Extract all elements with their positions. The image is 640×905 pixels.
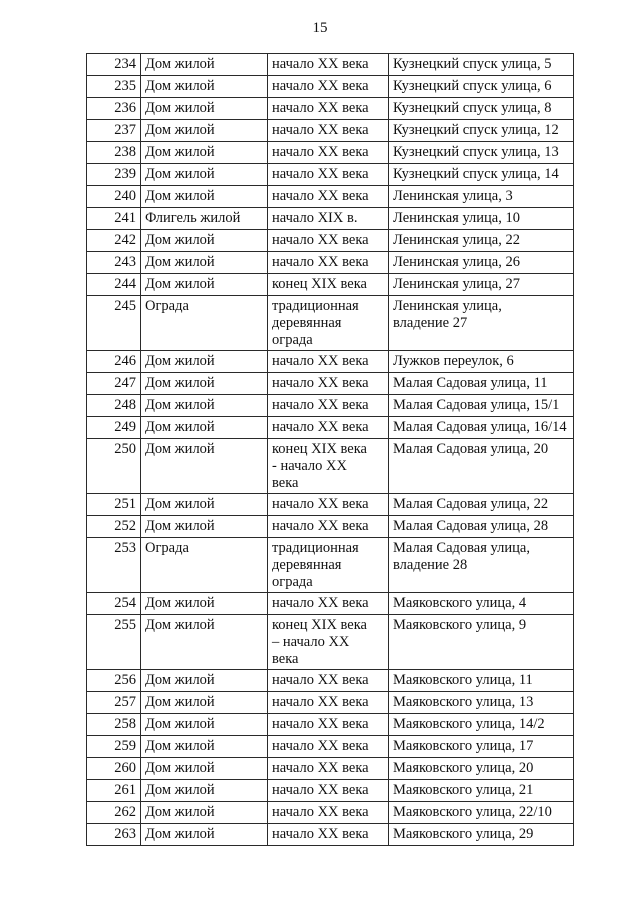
object-type: Дом жилой — [141, 736, 268, 758]
object-address: Маяковского улица, 20 — [389, 758, 574, 780]
row-number: 234 — [87, 54, 141, 76]
object-type: Дом жилой — [141, 593, 268, 615]
object-address: Лужков переулок, 6 — [389, 351, 574, 373]
object-address: Маяковского улица, 22/10 — [389, 802, 574, 824]
object-address: Кузнецкий спуск улица, 5 — [389, 54, 574, 76]
table-row — [87, 802, 574, 824]
object-address — [389, 296, 574, 351]
object-date-line: конец XIX века — [272, 617, 367, 633]
table-row — [87, 373, 574, 395]
object-date: начало XX века — [268, 120, 389, 142]
object-type: Дом жилой — [141, 252, 268, 274]
row-number: 253 — [87, 538, 141, 593]
object-type: Дом жилой — [141, 76, 268, 98]
row-number: 261 — [87, 780, 141, 802]
object-date-line: деревянная — [272, 557, 342, 573]
row-number: 239 — [87, 164, 141, 186]
object-type: Дом жилой — [141, 373, 268, 395]
object-address: Ленинская улица, 10 — [389, 208, 574, 230]
row-number: 263 — [87, 824, 141, 846]
object-date-line: конец XIX века — [272, 441, 367, 457]
object-type: Дом жилой — [141, 780, 268, 802]
row-number: 256 — [87, 670, 141, 692]
row-number: 260 — [87, 758, 141, 780]
object-date: начало XX века — [268, 670, 389, 692]
row-number: 246 — [87, 351, 141, 373]
object-date-line: деревянная — [272, 315, 342, 331]
object-address: Ленинская улица, 26 — [389, 252, 574, 274]
row-number: 258 — [87, 714, 141, 736]
table-row — [87, 538, 574, 593]
object-type: Ограда — [141, 296, 268, 351]
table-row — [87, 186, 574, 208]
object-address: Маяковского улица, 14/2 — [389, 714, 574, 736]
row-number: 257 — [87, 692, 141, 714]
object-date: начало XX века — [268, 186, 389, 208]
object-date-line: века — [272, 475, 299, 491]
object-type: Флигель жилой — [141, 208, 268, 230]
table-row — [87, 593, 574, 615]
object-type: Дом жилой — [141, 417, 268, 439]
table-row — [87, 252, 574, 274]
row-number: 262 — [87, 802, 141, 824]
object-type: Дом жилой — [141, 615, 268, 670]
row-number: 255 — [87, 615, 141, 670]
object-date: начало XX века — [268, 164, 389, 186]
object-address: Малая Садовая улица, 22 — [389, 494, 574, 516]
object-date: начало XX века — [268, 417, 389, 439]
table-row — [87, 274, 574, 296]
table-row — [87, 615, 574, 670]
table-row — [87, 98, 574, 120]
object-date: начало XX века — [268, 351, 389, 373]
object-date: начало XX века — [268, 395, 389, 417]
object-date: начало XX века — [268, 516, 389, 538]
heritage-objects-table — [86, 53, 574, 846]
object-date: начало XX века — [268, 758, 389, 780]
row-number: 248 — [87, 395, 141, 417]
object-type: Дом жилой — [141, 186, 268, 208]
page-number: 15 — [312, 20, 328, 36]
object-date-line: - начало XX — [272, 458, 347, 474]
object-date: начало XX века — [268, 714, 389, 736]
row-number: 252 — [87, 516, 141, 538]
object-type: Дом жилой — [141, 802, 268, 824]
table-row — [87, 54, 574, 76]
object-address-line: владение 28 — [393, 557, 468, 573]
object-type: Дом жилой — [141, 395, 268, 417]
object-date: начало XX века — [268, 252, 389, 274]
object-date: начало XX века — [268, 230, 389, 252]
object-date: начало XX века — [268, 54, 389, 76]
object-address: Малая Садовая улица, 15/1 — [389, 395, 574, 417]
object-type: Дом жилой — [141, 439, 268, 494]
object-address: Маяковского улица, 11 — [389, 670, 574, 692]
row-number: 251 — [87, 494, 141, 516]
table-row — [87, 758, 574, 780]
object-type: Дом жилой — [141, 692, 268, 714]
object-address: Малая Садовая улица, 16/14 — [389, 417, 574, 439]
object-date-line: традиционная — [272, 298, 359, 314]
table-row — [87, 164, 574, 186]
table-body — [87, 54, 574, 846]
object-address-line: Малая Садовая улица, — [393, 540, 530, 556]
table-row — [87, 494, 574, 516]
table-row — [87, 76, 574, 98]
object-address-line: владение 27 — [393, 315, 468, 331]
table-row — [87, 824, 574, 846]
table-row — [87, 516, 574, 538]
object-type: Дом жилой — [141, 516, 268, 538]
table-row — [87, 780, 574, 802]
table-row — [87, 120, 574, 142]
table-row — [87, 692, 574, 714]
row-number: 237 — [87, 120, 141, 142]
table-row — [87, 417, 574, 439]
table-row — [87, 736, 574, 758]
row-number: 259 — [87, 736, 141, 758]
object-address: Кузнецкий спуск улица, 14 — [389, 164, 574, 186]
table-row — [87, 351, 574, 373]
object-date: конец XIX века — [268, 274, 389, 296]
row-number: 236 — [87, 98, 141, 120]
object-date-line: ограда — [272, 332, 313, 348]
object-date: начало XX века — [268, 98, 389, 120]
object-address: Маяковского улица, 29 — [389, 824, 574, 846]
row-number: 238 — [87, 142, 141, 164]
object-date: начало XIX в. — [268, 208, 389, 230]
object-type: Дом жилой — [141, 142, 268, 164]
object-type: Дом жилой — [141, 54, 268, 76]
object-type: Ограда — [141, 538, 268, 593]
object-date: начало XX века — [268, 692, 389, 714]
table-row — [87, 714, 574, 736]
row-number: 254 — [87, 593, 141, 615]
object-address: Маяковского улица, 13 — [389, 692, 574, 714]
table-row — [87, 296, 574, 351]
object-address: Ленинская улица, 27 — [389, 274, 574, 296]
object-address: Кузнецкий спуск улица, 13 — [389, 142, 574, 164]
object-type: Дом жилой — [141, 670, 268, 692]
object-address: Маяковского улица, 9 — [389, 615, 574, 670]
row-number: 242 — [87, 230, 141, 252]
row-number: 241 — [87, 208, 141, 230]
object-date-line: традиционная — [272, 540, 359, 556]
table-row — [87, 142, 574, 164]
object-date — [268, 538, 389, 593]
object-type: Дом жилой — [141, 230, 268, 252]
table-row — [87, 670, 574, 692]
object-address — [389, 538, 574, 593]
object-address: Малая Садовая улица, 20 — [389, 439, 574, 494]
object-type: Дом жилой — [141, 351, 268, 373]
object-date-line: – начало XX — [272, 634, 350, 650]
object-type: Дом жилой — [141, 120, 268, 142]
object-address: Малая Садовая улица, 11 — [389, 373, 574, 395]
object-date — [268, 296, 389, 351]
object-type: Дом жилой — [141, 824, 268, 846]
object-address: Кузнецкий спуск улица, 12 — [389, 120, 574, 142]
object-address-line: Ленинская улица, — [393, 298, 502, 314]
table-row — [87, 208, 574, 230]
object-date — [268, 439, 389, 494]
row-number: 244 — [87, 274, 141, 296]
object-date: начало XX века — [268, 142, 389, 164]
object-address: Маяковского улица, 17 — [389, 736, 574, 758]
object-address: Малая Садовая улица, 28 — [389, 516, 574, 538]
object-date-line: века — [272, 651, 299, 667]
table-row — [87, 230, 574, 252]
object-address: Кузнецкий спуск улица, 8 — [389, 98, 574, 120]
object-type: Дом жилой — [141, 164, 268, 186]
object-date: начало XX века — [268, 824, 389, 846]
object-date: начало XX века — [268, 76, 389, 98]
object-date: начало XX века — [268, 802, 389, 824]
object-address: Кузнецкий спуск улица, 6 — [389, 76, 574, 98]
object-date: начало XX века — [268, 373, 389, 395]
table-row — [87, 439, 574, 494]
row-number: 249 — [87, 417, 141, 439]
row-number: 247 — [87, 373, 141, 395]
object-type: Дом жилой — [141, 758, 268, 780]
object-type: Дом жилой — [141, 714, 268, 736]
row-number: 235 — [87, 76, 141, 98]
row-number: 243 — [87, 252, 141, 274]
object-date: начало XX века — [268, 736, 389, 758]
object-date-line: ограда — [272, 574, 313, 590]
object-type: Дом жилой — [141, 274, 268, 296]
row-number: 240 — [87, 186, 141, 208]
object-date — [268, 615, 389, 670]
object-date: начало XX века — [268, 494, 389, 516]
row-number: 245 — [87, 296, 141, 351]
object-address: Ленинская улица, 3 — [389, 186, 574, 208]
object-date: начало XX века — [268, 780, 389, 802]
object-address: Маяковского улица, 21 — [389, 780, 574, 802]
object-address: Ленинская улица, 22 — [389, 230, 574, 252]
object-address: Маяковского улица, 4 — [389, 593, 574, 615]
object-type: Дом жилой — [141, 494, 268, 516]
table-row — [87, 395, 574, 417]
row-number: 250 — [87, 439, 141, 494]
object-date: начало XX века — [268, 593, 389, 615]
object-type: Дом жилой — [141, 98, 268, 120]
